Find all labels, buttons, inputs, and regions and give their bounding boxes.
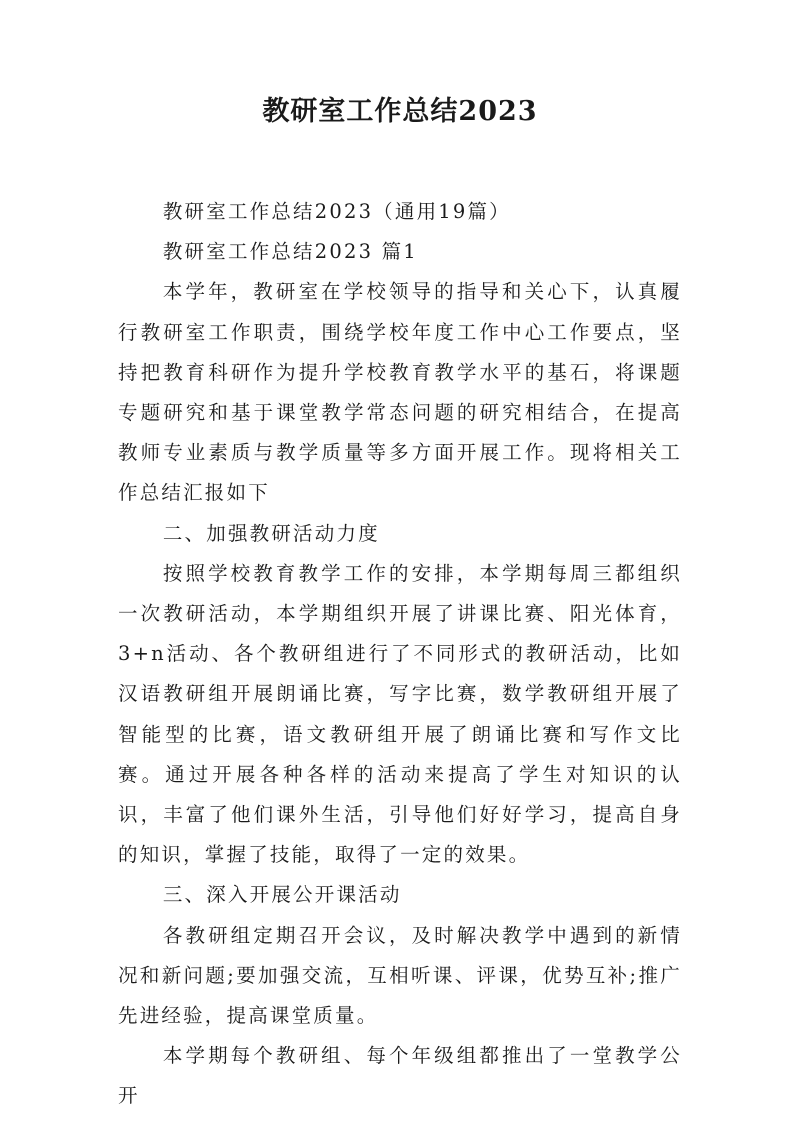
section-heading: 三、深入开展公开课活动 xyxy=(162,883,402,907)
paragraph-meetings: 各教研组定期召开会议，及时解决教学中遇到的新情况和新问题;要加强交流，互相听课、评课，优势互补;推广先进经验，提高课堂质量。 xyxy=(118,923,682,1028)
paragraph-activities: 按照学校教育教学工作的安排，本学期每周三都组织一次教研活动，本学期组织开展了讲课比赛、阳光体育，3+n活动、各个教研组进行了不同形式的教研活动，比如汉语教研组开展朗诵比赛，写字比赛，数学教研组开展了智能型的比赛，语文教研组开展了朗诵比赛和写作文比赛。通过开展各种各样的活动来提高了学生对知识的认识，丰富了他们课外生活，引导他们好好学习，提高自身的知识，掌握了技能，取得了一定的效果。 xyxy=(118,561,682,867)
section-heading: 二、加强教研活动力度 xyxy=(162,521,380,545)
document-title: 教研室工作总结2023 xyxy=(262,96,538,127)
subtitle-line: 教研室工作总结2023（通用19篇） xyxy=(162,200,511,223)
paragraph-open-class: 本学期每个教研组、每个年级组都推出了一堂教学公开 xyxy=(118,1044,682,1108)
section-heading: 教研室工作总结2023 篇1 xyxy=(162,240,418,264)
document-body xyxy=(118,192,682,1117)
paragraph-intro: 本学年，教研室在学校领导的指导和关心下，认真履行教研室工作职责，围绕学校年度工作中心工作要点，坚持把教育科研作为提升学校教育教学水平的基石，将课题专题研究和基于课堂教学常态问题的研究相结合，在提高教师专业素质与教学质量等多方面开展工作。现将相关工作总结汇报如下 xyxy=(118,280,682,505)
